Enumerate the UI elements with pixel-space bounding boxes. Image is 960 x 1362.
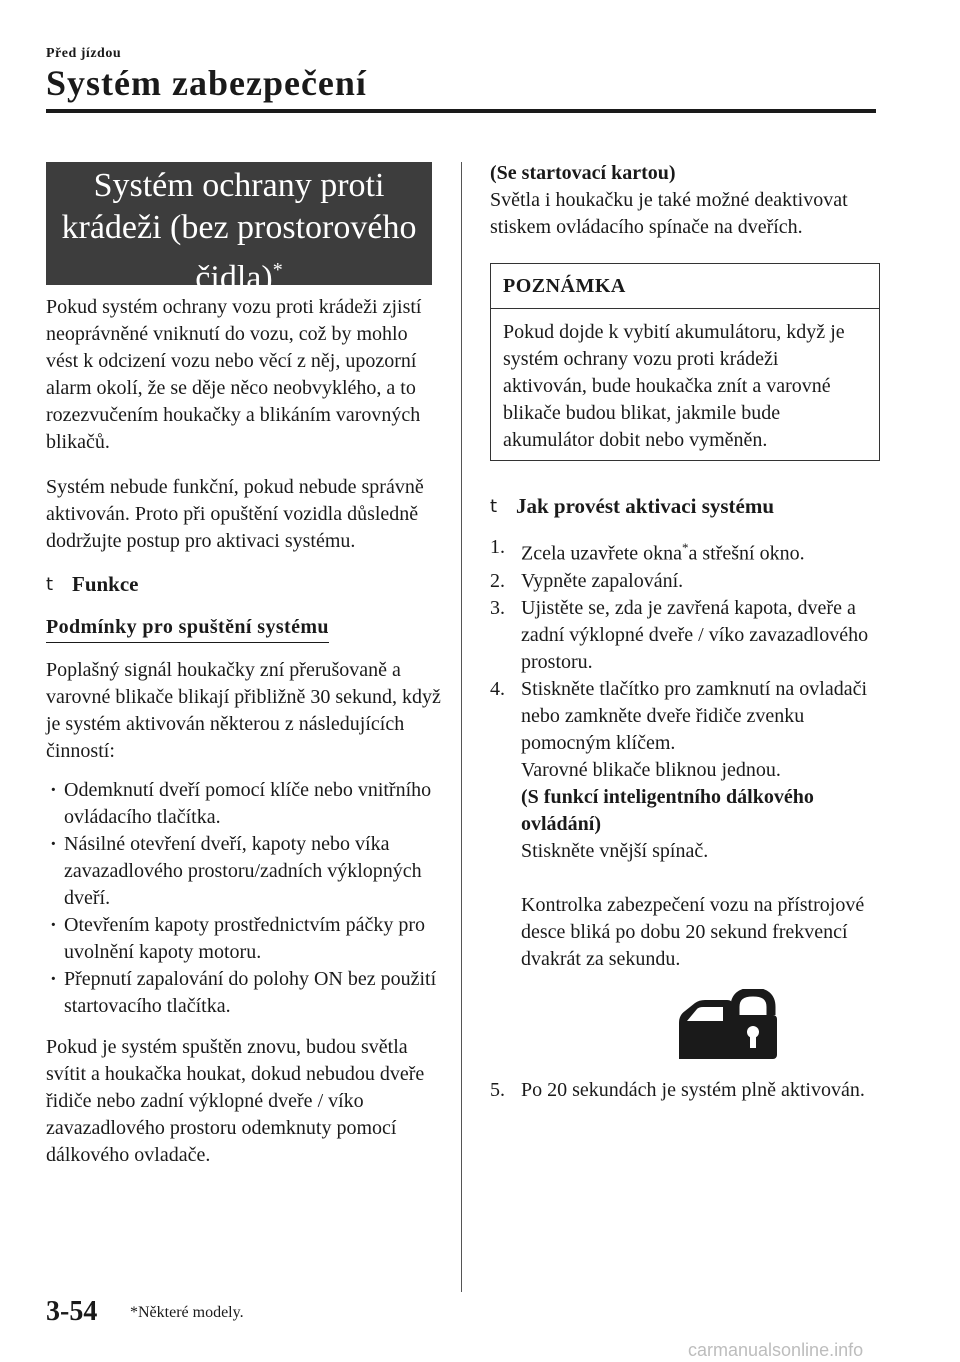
page-number: 3-54 [46,1296,98,1327]
subsection-heading: Podmínky pro spuštění systému [46,614,329,643]
left-column [46,290,441,1169]
right-column [490,160,880,1104]
car-lock-indicator-icon [673,989,779,1065]
retrigger-paragraph: Pokud je systém spuštěn znovu, budou světla svítit a houkačka houkat, dokud nebudou dveře řidiče nebo zadní výklopné dveře / víko zavazadlového prostoru odemknuty pomocí dálkového ovladače. [46,1036,425,1166]
list-item: · Otevřením kapoty prostřednictvím páčky pro uvolnění kapoty motoru. [46,912,441,966]
list-item: · Odemknutí dveří pomocí klíče nebo vnitřního ovládacího tlačítka. [46,777,441,831]
card-heading: (Se startovací kartou) [490,162,676,184]
column-divider [461,162,462,1292]
activation-steps [490,534,880,973]
footnote-asterisk: * [682,540,689,555]
section-heading-functions: t Funkce [46,572,139,596]
breadcrumb: Před jízdou [46,46,122,61]
footnote: *Některé modely. [130,1304,244,1321]
section-heading-activation: t Jak provést aktivaci systému [490,494,775,518]
header-rule [46,109,876,113]
list-item: 3. Ujistěte se, zda je zavřená kapota, dveře a zadní výklopné dveře / víko zavazadlového prostoru. [490,596,869,673]
list-item: 2. Vypněte zapalování. [490,569,684,592]
list-item: · Násilné otevření dveří, kapoty nebo víka zavazadlového prostoru/zadních výklopných dveří. [46,831,441,912]
step4-press-text: Stiskněte vnější spínač. [521,839,709,862]
watermark: carmanualsonline.info [688,1340,864,1360]
page-title: Systém zabezpečení [46,63,367,103]
conditions-list [46,777,441,1020]
list-item: 4. Stiskněte tlačítko pro zamknutí na ovladači nebo zamkněte dveře řidiče zvenku pomocným klíčem. Varovné blikače bliknou jednou. (S funkcí inteligentního dálkového ovládání) Stiskněte vnější spínač. Kontrolka zabezpečení vozu na přístrojové desce bliká po dobu 20 sekund frekvencí dvakrát za sekundu. [490,676,880,973]
card-paragraph: Světla i houkačku je také možné deaktivovat stiskem ovládacího spínače na dveřích. [490,189,848,238]
section-marker-icon: t [490,496,498,517]
step4-indicator-text: Kontrolka zabezpečení vozu na přístrojové desce bliká po dobu 20 sekund frekvencí dvakrát za sekundu. [521,893,865,970]
list-item: 5. Po 20 sekundách je systém plně aktivován. [490,1078,865,1101]
step4-blink-text: Varovné blikače bliknou jednou. [521,758,781,781]
banner-line-3: čidla)* [195,259,283,297]
note-box [490,263,880,461]
banner-line-1: Systém ochrany proti [93,167,385,204]
security-indicator-figure [490,989,880,1065]
footnote-asterisk: * [272,259,283,281]
note-body: Pokud dojde k vybití akumulátoru, když je systém ochrany vozu proti krádeži aktivován, bude houkačka znít a varovné blikače budou blikat, jakmile bude akumulátor dobit nebo vyměněn. [503,321,845,451]
activation-paragraph: Systém nebude funkční, pokud nebude správně aktivován. Proto při opuštění vozidla důsledně dodržujte postup pro aktivaci systému. [46,476,424,552]
list-item: 1. Zcela uzavřete okna*a střešní okno. [490,536,805,565]
intro-paragraph: Pokud systém ochrany vozu proti krádeži zjistí neoprávněné vniknutí do vozu, což by mohlo vést k odcizení vozu nebo věcí z něj, upozorní alarm okolí, že se děje něco neobvyklého, a to rozezvučením houkačky a blikáním varovných blikačů. [46,296,422,453]
list-item: · Přepnutí zapalování do polohy ON bez použití startovacího tlačítka. [46,966,441,1020]
step4-smart-key-heading: (S funkcí inteligentního dálkového ovládání) [521,785,814,835]
note-title: POZNÁMKA [491,264,879,309]
conditions-paragraph: Poplašný signál houkačky zní přerušovaně a varovné blikače blikají přibližně 30 sekund, když je systém aktivován některou z následujících činností: [46,659,441,762]
section-marker-icon: t [46,574,54,595]
activation-steps-continued [490,1077,880,1104]
section-banner [46,162,432,297]
banner-line-2: krádeži (bez prostorového [61,209,417,246]
